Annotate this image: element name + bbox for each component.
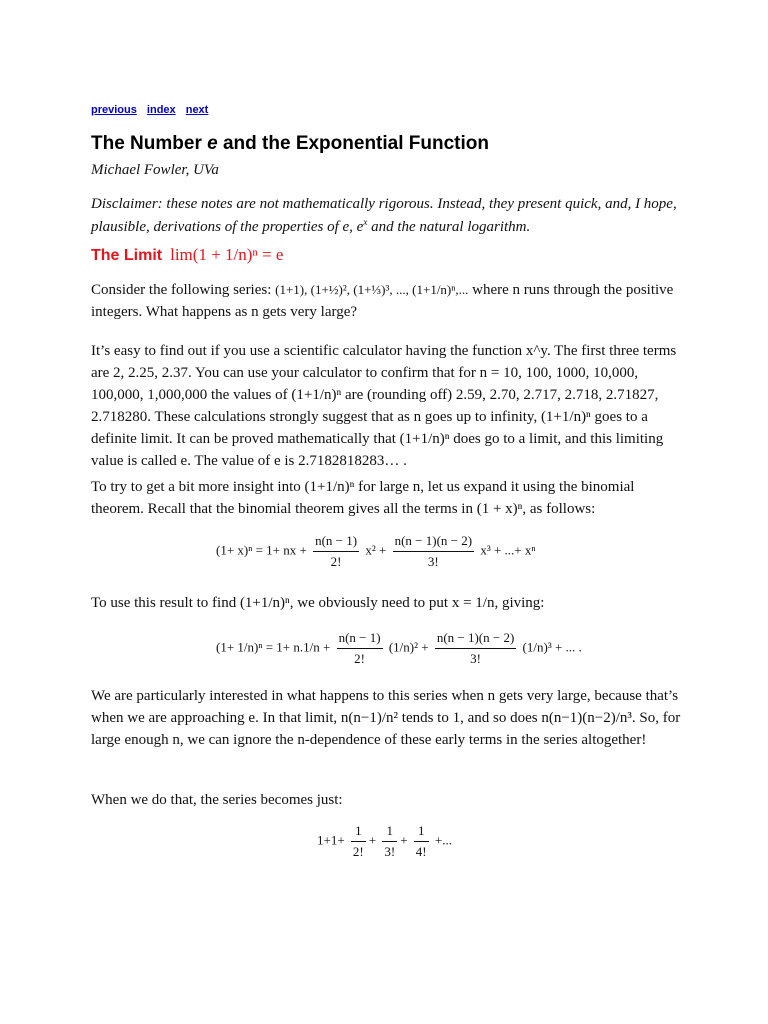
equation-series: 1+1+ $\frac{1}{2!}$ + $\frac{1}{3!}$ + $\frac{1}{4!}$ +... xyxy=(317,823,452,859)
author: Michael Fowler, UVa xyxy=(91,162,219,178)
paragraph-5: We are particularly interested in what happens to this series when n gets very large, because that’s when we are approaching e. In that limit, n(n−1)/n² tends to 1, and so does n(n−1)(n−2)/n³. So, for large enough n, we can ignore the n-dependence of these early terms in the series altogether! xyxy=(91,688,681,748)
previous-link[interactable]: previous xyxy=(91,104,137,116)
paragraph-3: To try to get a bit more insight into (1+1/n)ⁿ for large n, let us expand it using the binomial theorem. Recall that the binomial theorem gives all the terms in (1 + x)ⁿ, as follows: xyxy=(91,479,635,517)
equation-binomial: (1+ x)ⁿ = 1+ nx + $\frac{n(n - 1)}{2!}$ x² + $\frac{n(n - 1)(n - 2)}{3!}$ x³ + ...+ xⁿ xyxy=(216,533,536,569)
section-heading: The Limit lim(1 + 1/n)ⁿ = e xyxy=(91,245,284,264)
page-title: The Number e and the Exponential Function xyxy=(91,133,489,154)
paragraph-2: It’s easy to find out if you use a scientific calculator having the function x^y. The first three terms are 2, 2.25, 2.37. You can use your calculator to confirm that for n = 10, 100, 1000, 10,000, 100,000, 1,000,000 the values of (1+1/n)ⁿ are (rounding off) 2.59, 2.70, 2.717, 2.718, 2.71827, 2.718280. These calculations strongly suggest that as n goes up to infinity, (1+1/n)ⁿ goes to a definite limit. It can be proved mathematically that (1+1/n)ⁿ does go to a limit, and this limiting value is called e. The value of e is 2.7182818283… . xyxy=(91,343,677,469)
next-link[interactable]: next xyxy=(185,104,209,116)
paragraph-4: To use this result to find (1+1/n)ⁿ, we obviously need to put x = 1/n, giving: xyxy=(91,595,545,611)
index-link[interactable]: index xyxy=(146,104,176,116)
paragraph-6: When we do that, the series becomes just: xyxy=(91,792,343,808)
section-formula: lim(1 + 1/n)ⁿ = e xyxy=(170,245,284,264)
paragraph-1: Consider the following series: (1+1), (1+½)², (1+⅓)³, ..., (1+1/n)ⁿ,... where n runs through the positive integers. What happens as n gets very large? xyxy=(91,282,674,320)
nav-links xyxy=(91,104,215,116)
equation-substituted: (1+ 1/n)ⁿ = 1+ n.1/n + $\frac{n(n - 1)}{2!}$ (1/n)² + $\frac{n(n - 1)(n - 2)}{3!}$ (1/n)³ + ... . xyxy=(216,630,582,666)
disclaimer: Disclaimer: these notes are not mathematically rigorous. Instead, they present quick, and, I hope, plausible, derivations of the properties of e, $e^x$ and the natural logarithm. xyxy=(91,196,677,235)
title-e: e xyxy=(207,133,218,154)
